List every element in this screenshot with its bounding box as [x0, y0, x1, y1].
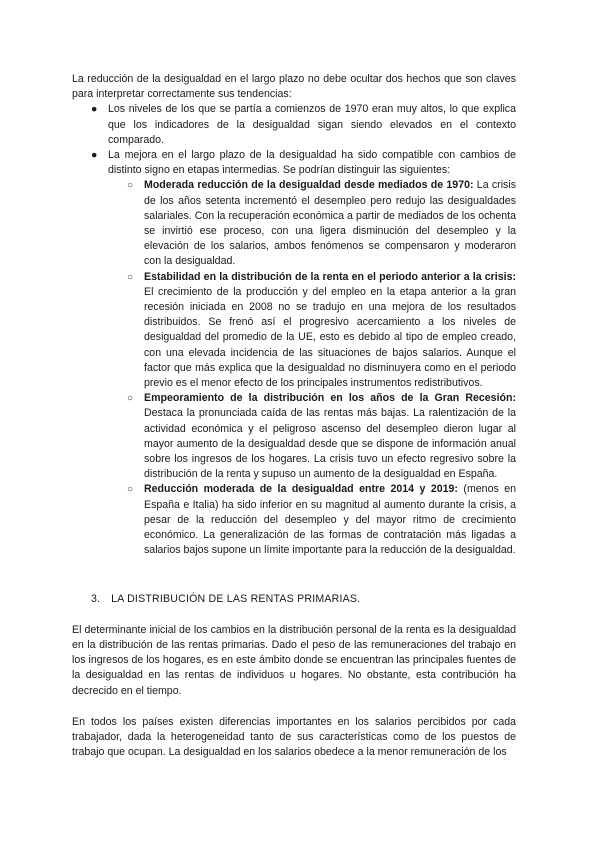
section-title: LA DISTRIBUCIÓN DE LAS RENTAS PRIMARIAS.	[111, 592, 361, 605]
main-bullet-list	[72, 102, 516, 558]
circle-bullet-icon: ○	[127, 271, 134, 283]
sub-item-title: Empeoramiento de la distribución en los años de la Gran Recesión:	[144, 392, 516, 405]
list-item-text: Los niveles de los que se partía a comienzos de 1970 eran muy altos, lo que explica que los indicadores de la desigualdad sigan siendo elevados en el contexto comparado.	[108, 103, 516, 146]
sub-item-title: Estabilidad en la distribución de la renta en el periodo anterior a la crisis:	[144, 270, 516, 283]
circle-bullet-icon: ○	[127, 393, 134, 405]
section-heading	[72, 592, 516, 607]
circle-bullet-icon: ○	[127, 484, 134, 496]
bullet-icon: ●	[91, 103, 98, 116]
sub-item-title: Reducción moderada de la desigualdad entre 2014 y 2019:	[144, 483, 458, 496]
list-item	[72, 102, 516, 148]
sub-item-text: (menos en España e Italia) ha sido inferior en su magnitud al aumento durante la crisis, a pesar de la reducción del desempleo y del mayor ritmo de crecimiento económico. La generalización de las formas de contratación más ligadas a salarios bajos supone un límite importante para la reducción de la desigualdad.	[144, 483, 517, 557]
sub-list-item	[108, 391, 516, 482]
circle-bullet-icon: ○	[127, 180, 134, 192]
sub-item-title: Moderada reducción de la desigualdad desde mediados de 1970:	[144, 179, 474, 192]
sub-list-item	[108, 482, 516, 558]
body-paragraph: El determinante inicial de los cambios en la distribución personal de la renta es la desigualdad en la distribución de las rentas primarias. Dado el peso de las remuneraciones del trabajo en los ingresos de los hogares, es en este ámbito donde se encuentran las principales fuentes de la desigualdad en las rentas de individuos u hogares. No obstante, esta contribución ha decrecido en el tiempo.	[72, 623, 516, 697]
body-paragraph: En todos los países existen diferencias importantes en los salarios percibidos por cada trabajador, dada la heterogeneidad tanto de sus características como de los puestos de trabajo que ocupan. La desigualdad en los salarios obedece a la menor remuneración de los	[72, 715, 516, 759]
sub-item-text: El crecimiento de la producción y del empleo en la etapa anterior a la gran recesión iniciada en 2008 no se tradujo en una mejora de los resultados distribuidos. Se frenó así el progresivo acercamiento a los niveles de desigualdad del promedio de la UE, esto es debido al tipo de empleo creado, con una elevada incidencia de las situaciones de bajos salarios. Aunque el factor que más explica que la desigualdad no disminuyera como en el periodo previo es el menor efecto de los principales instrumentos redistributivos.	[144, 285, 516, 390]
sub-list-item	[108, 270, 516, 392]
list-item	[72, 148, 516, 558]
sub-item-text: La crisis de los años setenta incrementó el desempleo pero redujo las desigualdades salariales. Con la recuperación económica a partir de mediados de los ochenta se invirtió ese proceso, con una ligera disminución del desempleo y la elevación de los salarios, ambos fenómenos se compensaron y moderaron con la desigualdad.	[144, 179, 517, 268]
bullet-icon: ●	[91, 149, 98, 162]
sub-item-text: Destaca la pronunciada caída de las rentas más bajas. La ralentización de la actividad económica y el peligroso ascenso del desempleo dieron lugar al mayor aumento de la desigualdad desde que se dispone de información anual sobre los ingresos de los hogares. La crisis tuvo un efecto regresivo sobre la distribución de la renta y supuso un aumento de la desigualdad en España.	[144, 407, 516, 481]
list-item-text: La mejora en el largo plazo de la desigualdad ha sido compatible con cambios de distinto signo en etapas intermedias. Se podrían distinguir las siguientes:	[108, 149, 516, 177]
sub-bullet-list	[72, 178, 516, 558]
section-number: 3.	[91, 592, 101, 605]
sub-list-item	[108, 178, 516, 269]
intro-paragraph: La reducción de la desigualdad en el largo plazo no debe ocultar dos hechos que son claves para interpretar correctamente sus tendencias:	[72, 73, 516, 101]
